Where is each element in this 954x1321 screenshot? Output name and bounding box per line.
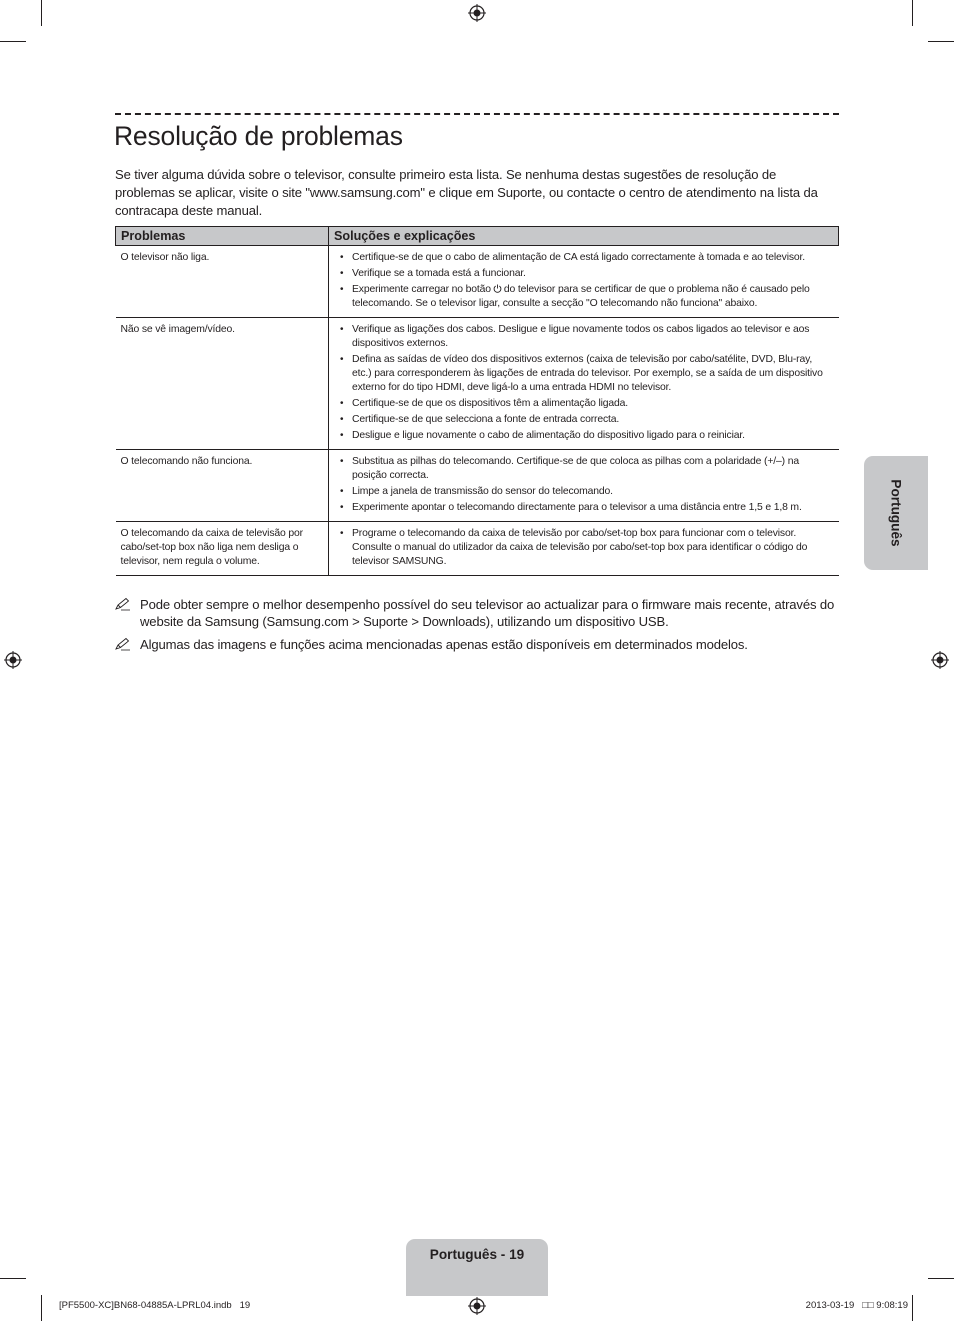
power-button-icon [493,284,502,293]
list-item: • Verifique as ligações dos cabos. Desligue e ligue novamente todos os cabos ligados ao televisor e aos dispositivos externos. [334,323,833,351]
list-item-text: do televisor para se certificar de que o problema não é causado pelo telecomando. Se o televisor ligar, consulte a secção "O telecomando não funciona" abaixo. [352,284,810,309]
registration-mark-icon [931,651,949,669]
list-item: • Desligue e ligue novamente o cabo de alimentação do dispositivo ligado para o reiniciar. [334,429,833,443]
list-item: • Certifique-se de que o cabo de alimentação de CA está ligado correctamente à tomada e ao televisor. [334,251,833,265]
problem-cell: O telecomando da caixa de televisão por cabo/set-top box não liga nem desliga o televisor, nem regula o volume. [116,522,329,576]
list-item: • Verifique se a tomada está a funcionar. [334,267,833,281]
solution-list [334,527,833,569]
list-item: • Limpe a janela de transmissão do sensor do telecomando. [334,485,833,499]
pencil-note-icon [115,597,131,611]
table-row [116,318,839,450]
list-item-text: Experimente carregar no botão [352,284,491,295]
note-text: Algumas das imagens e funções acima mencionadas apenas estão disponíveis em determinados modelos. [140,637,748,652]
crop-mark-top-right-vertical [912,0,913,26]
crop-mark-top-left-horizontal [0,41,26,42]
solution-cell [329,450,839,522]
solution-cell [329,522,839,576]
note-item [115,596,839,630]
list-item [334,283,833,311]
problem-cell: Não se vê imagem/vídeo. [116,318,329,450]
table-row [116,450,839,522]
problem-cell: O telecomando não funciona. [116,450,329,522]
registration-mark-icon [4,651,22,669]
problem-cell: O televisor não liga. [116,246,329,318]
solution-cell [329,246,839,318]
solution-list [334,455,833,515]
registration-mark-icon [468,1297,486,1315]
intro-paragraph: Se tiver alguma dúvida sobre o televisor, consulte primeiro esta lista. Se nenhuma destas sugestões de resolução de problemas se aplicar, visite o site "www.samsung.com" e clique em Suporte, ou contacte o centro de atendimento na lista da contracapa deste manual. [115,167,818,218]
print-file-slug: [PF5500-XC]BN68-04885A-LPRL04.indb 19 [59,1300,251,1311]
list-item: • Substitua as pilhas do telecomando. Certifique-se de que coloca as pilhas com a polaridade (+/–) na posição correcta. [334,455,833,483]
table-row [116,246,839,318]
list-item: • Experimente apontar o telecomando directamente para o televisor a uma distância entre 1,5 e 1,8 m. [334,501,833,515]
table-header-row [116,227,839,246]
list-item: • Defina as saídas de vídeo dos dispositivos externos (caixa de televisão por cabo/satélite, DVD, Blu-ray, etc.) para corresponderem às ligações de entrada do televisor. Por exemplo, se a saída de um dispositivo externo for do tipo HDMI, deve ligá-lo a uma entrada HDMI no televisor. [334,353,833,395]
table-row [116,522,839,576]
notes-section [115,596,839,659]
print-timestamp: 2013-03-19 □□ 9:08:19 [805,1300,908,1311]
solution-list [334,251,833,311]
list-item: • Certifique-se de que selecciona a fonte de entrada correcta. [334,413,833,427]
pencil-note-icon [115,637,131,651]
crop-mark-top-left-vertical [41,0,42,26]
column-header-solutions: Soluções e explicações [329,227,839,246]
registration-mark-icon [468,4,486,22]
column-header-problems: Problemas [116,227,329,246]
troubleshooting-table [115,226,839,576]
page-number: Português - 19 [429,1247,525,1262]
section-divider [115,113,839,115]
crop-mark-bottom-right-horizontal [928,1278,954,1279]
solution-cell [329,318,839,450]
list-item: • Certifique-se de que os dispositivos têm a alimentação ligada. [334,397,833,411]
language-side-tab-label: Português [888,479,904,547]
note-item [115,636,839,653]
crop-mark-bottom-left-horizontal [0,1278,26,1279]
page-number-tab [406,1239,548,1296]
crop-mark-bottom-left-vertical [41,1295,42,1321]
language-side-tab [864,456,928,570]
page-title: Resolução de problemas [114,121,403,151]
solution-list [334,323,833,443]
crop-mark-top-right-horizontal [928,41,954,42]
list-item: • Programe o telecomando da caixa de televisão por cabo/set-top box para funcionar com o televisor. Consulte o manual do utilizador da caixa de televisão por cabo/set-top box para identificar o código do televisor SAMSUNG. [334,527,833,569]
note-text: Pode obter sempre o melhor desempenho possível do seu televisor ao actualizar para o firmware mais recente, através do website da Samsung (Samsung.com > Suporte > Downloads), utilizando um dispositivo USB. [140,597,835,629]
crop-mark-bottom-right-vertical [912,1295,913,1321]
